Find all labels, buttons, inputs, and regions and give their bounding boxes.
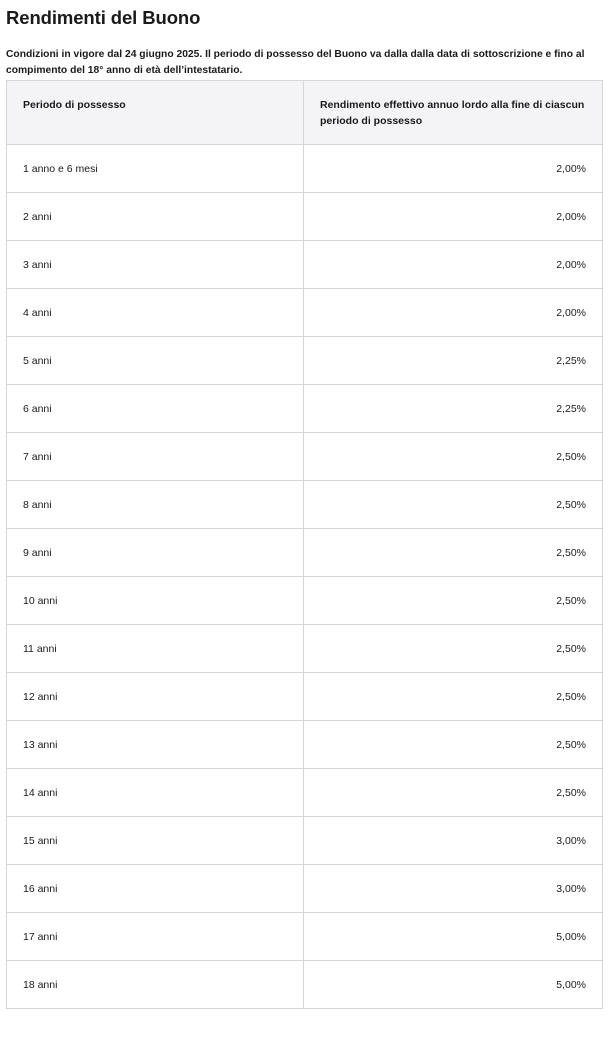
period-cell: 10 anni [7,577,304,625]
yield-cell: 2,00% [304,145,603,193]
period-cell: 8 anni [7,481,304,529]
period-cell: 14 anni [7,769,304,817]
yield-cell: 2,50% [304,481,603,529]
page-title: Rendimenti del Buono [6,7,201,28]
table-row [7,337,603,385]
period-cell: 15 anni [7,817,304,865]
table-row [7,865,603,913]
header-yield: Rendimento effettivo annuo lordo alla fine di ciascun periodo di possesso [304,81,603,145]
table-row [7,433,603,481]
period-cell: 4 anni [7,289,304,337]
table-row [7,961,603,1009]
yield-section [6,0,602,1009]
period-cell: 1 anno e 6 mesi [7,145,304,193]
yield-cell: 5,00% [304,961,603,1009]
yield-cell: 2,25% [304,385,603,433]
period-cell: 2 anni [7,193,304,241]
yield-cell: 2,00% [304,289,603,337]
table-row [7,673,603,721]
table-row [7,625,603,673]
yield-cell: 3,00% [304,865,603,913]
period-cell: 3 anni [7,241,304,289]
yield-cell: 2,50% [304,529,603,577]
yield-cell: 2,50% [304,625,603,673]
period-cell: 9 anni [7,529,304,577]
table-row [7,385,603,433]
table-row [7,769,603,817]
table-row [7,193,603,241]
period-cell: 5 anni [7,337,304,385]
table-header [7,81,603,145]
table-row [7,481,603,529]
yield-cell: 2,25% [304,337,603,385]
period-cell: 7 anni [7,433,304,481]
table-row [7,145,603,193]
yield-cell: 2,50% [304,577,603,625]
table-row [7,241,603,289]
period-cell: 16 anni [7,865,304,913]
yield-cell: 2,00% [304,241,603,289]
yield-table [6,80,603,1009]
yield-cell: 2,50% [304,721,603,769]
conditions-text: Condizioni in vigore dal 24 giugno 2025. Il periodo di possesso del Buono va dalla dalla data di sottoscrizione e fino al compimento del 18° anno di età dell’intestatario. [6,49,585,76]
header-row [7,81,603,145]
table-row [7,721,603,769]
period-cell: 18 anni [7,961,304,1009]
table-row [7,289,603,337]
yield-cell: 2,50% [304,433,603,481]
yield-cell: 2,50% [304,769,603,817]
yield-cell: 2,50% [304,673,603,721]
period-cell: 6 anni [7,385,304,433]
table-row [7,913,603,961]
table-row [7,817,603,865]
table-row [7,577,603,625]
period-cell: 17 anni [7,913,304,961]
yield-cell: 2,00% [304,193,603,241]
yield-cell: 3,00% [304,817,603,865]
header-period: Periodo di possesso [7,81,304,145]
table-row [7,529,603,577]
table-body [7,145,603,1009]
period-cell: 13 anni [7,721,304,769]
period-cell: 11 anni [7,625,304,673]
yield-cell: 5,00% [304,913,603,961]
period-cell: 12 anni [7,673,304,721]
